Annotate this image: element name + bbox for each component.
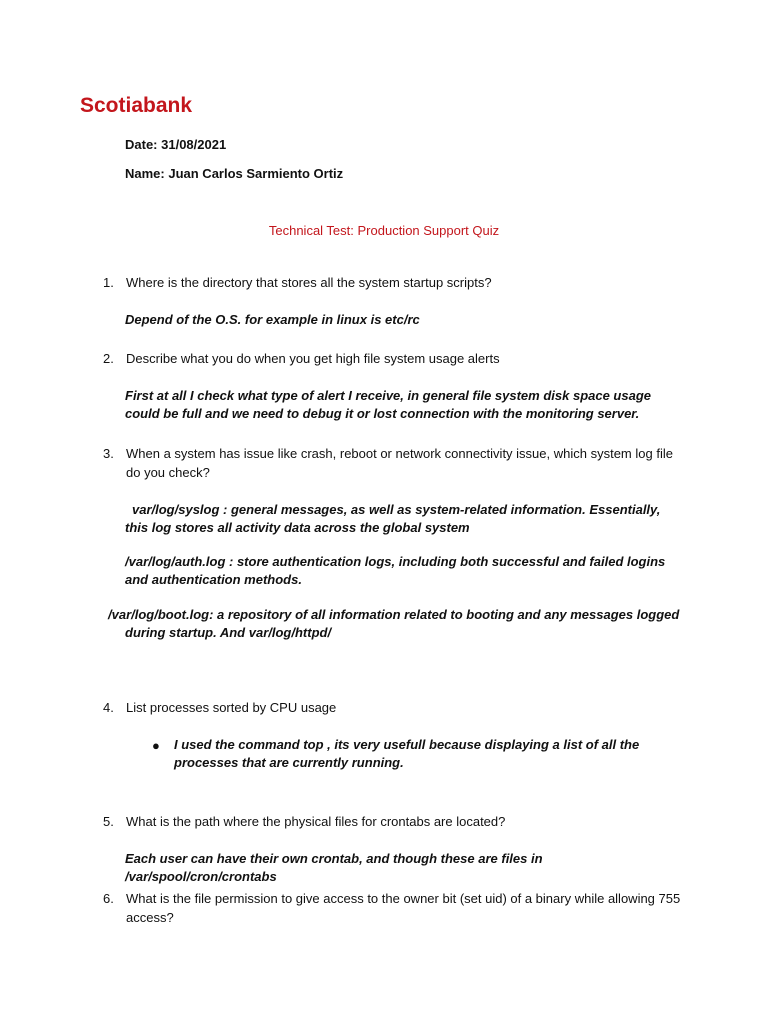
answer-2: First at all I check what type of alert I receive, in general file system disk space usage could be full and we need to debug it or lost connection with the monitoring server. [125,388,652,421]
question-6 [103,889,683,927]
brand-title: Scotiabank [80,94,193,117]
question-text: What is the path where the physical files for crontabs are located? [126,814,506,829]
question-2 [103,349,683,368]
question-number: 6. [103,891,114,906]
question-text: List processes sorted by CPU usage [126,700,337,715]
question-1 [103,273,683,292]
name-line: Name: Juan Carlos Sarmiento Ortiz [125,166,344,181]
question-text: What is the file permission to give access to the owner bit (set uid) of a binary while allowing 755 access? [126,891,681,925]
bullet-icon: ● [152,738,160,753]
question-4 [103,698,683,717]
answer-1: Depend of the O.S. for example in linux is etc/rc [125,312,420,327]
question-number: 4. [103,700,114,715]
answer-4: I used the command top , its very usefull because displaying a list of all the processes that are currently running. [174,737,640,770]
question-text: When a system has issue like crash, reboot or network connectivity issue, which system log file do you check? [126,446,673,480]
question-number: 3. [103,446,114,461]
question-number: 5. [103,814,114,829]
date-line: Date: 31/08/2021 [125,137,227,152]
answer-3a: var/log/syslog : general messages, as well as system-related information. Essentially, this log stores all activity data across the global system [125,502,661,535]
question-number: 1. [103,275,114,290]
question-text: Describe what you do when you get high file system usage alerts [126,351,500,366]
question-3 [103,444,683,482]
answer-3b: /var/log/auth.log : store authentication logs, including both successful and failed logins and authentication methods. [125,554,666,587]
answer-3c: /var/log/boot.log: a repository of all information related to booting and any messages logged during startup. And var/log/httpd/ [108,607,680,640]
question-number: 2. [103,351,114,366]
question-text: Where is the directory that stores all the system startup scripts? [126,275,492,290]
answer-5: Each user can have their own crontab, and though these are files in /var/spool/cron/crontabs [125,851,543,884]
question-5 [103,812,683,831]
quiz-title: Technical Test: Production Support Quiz [268,223,500,238]
